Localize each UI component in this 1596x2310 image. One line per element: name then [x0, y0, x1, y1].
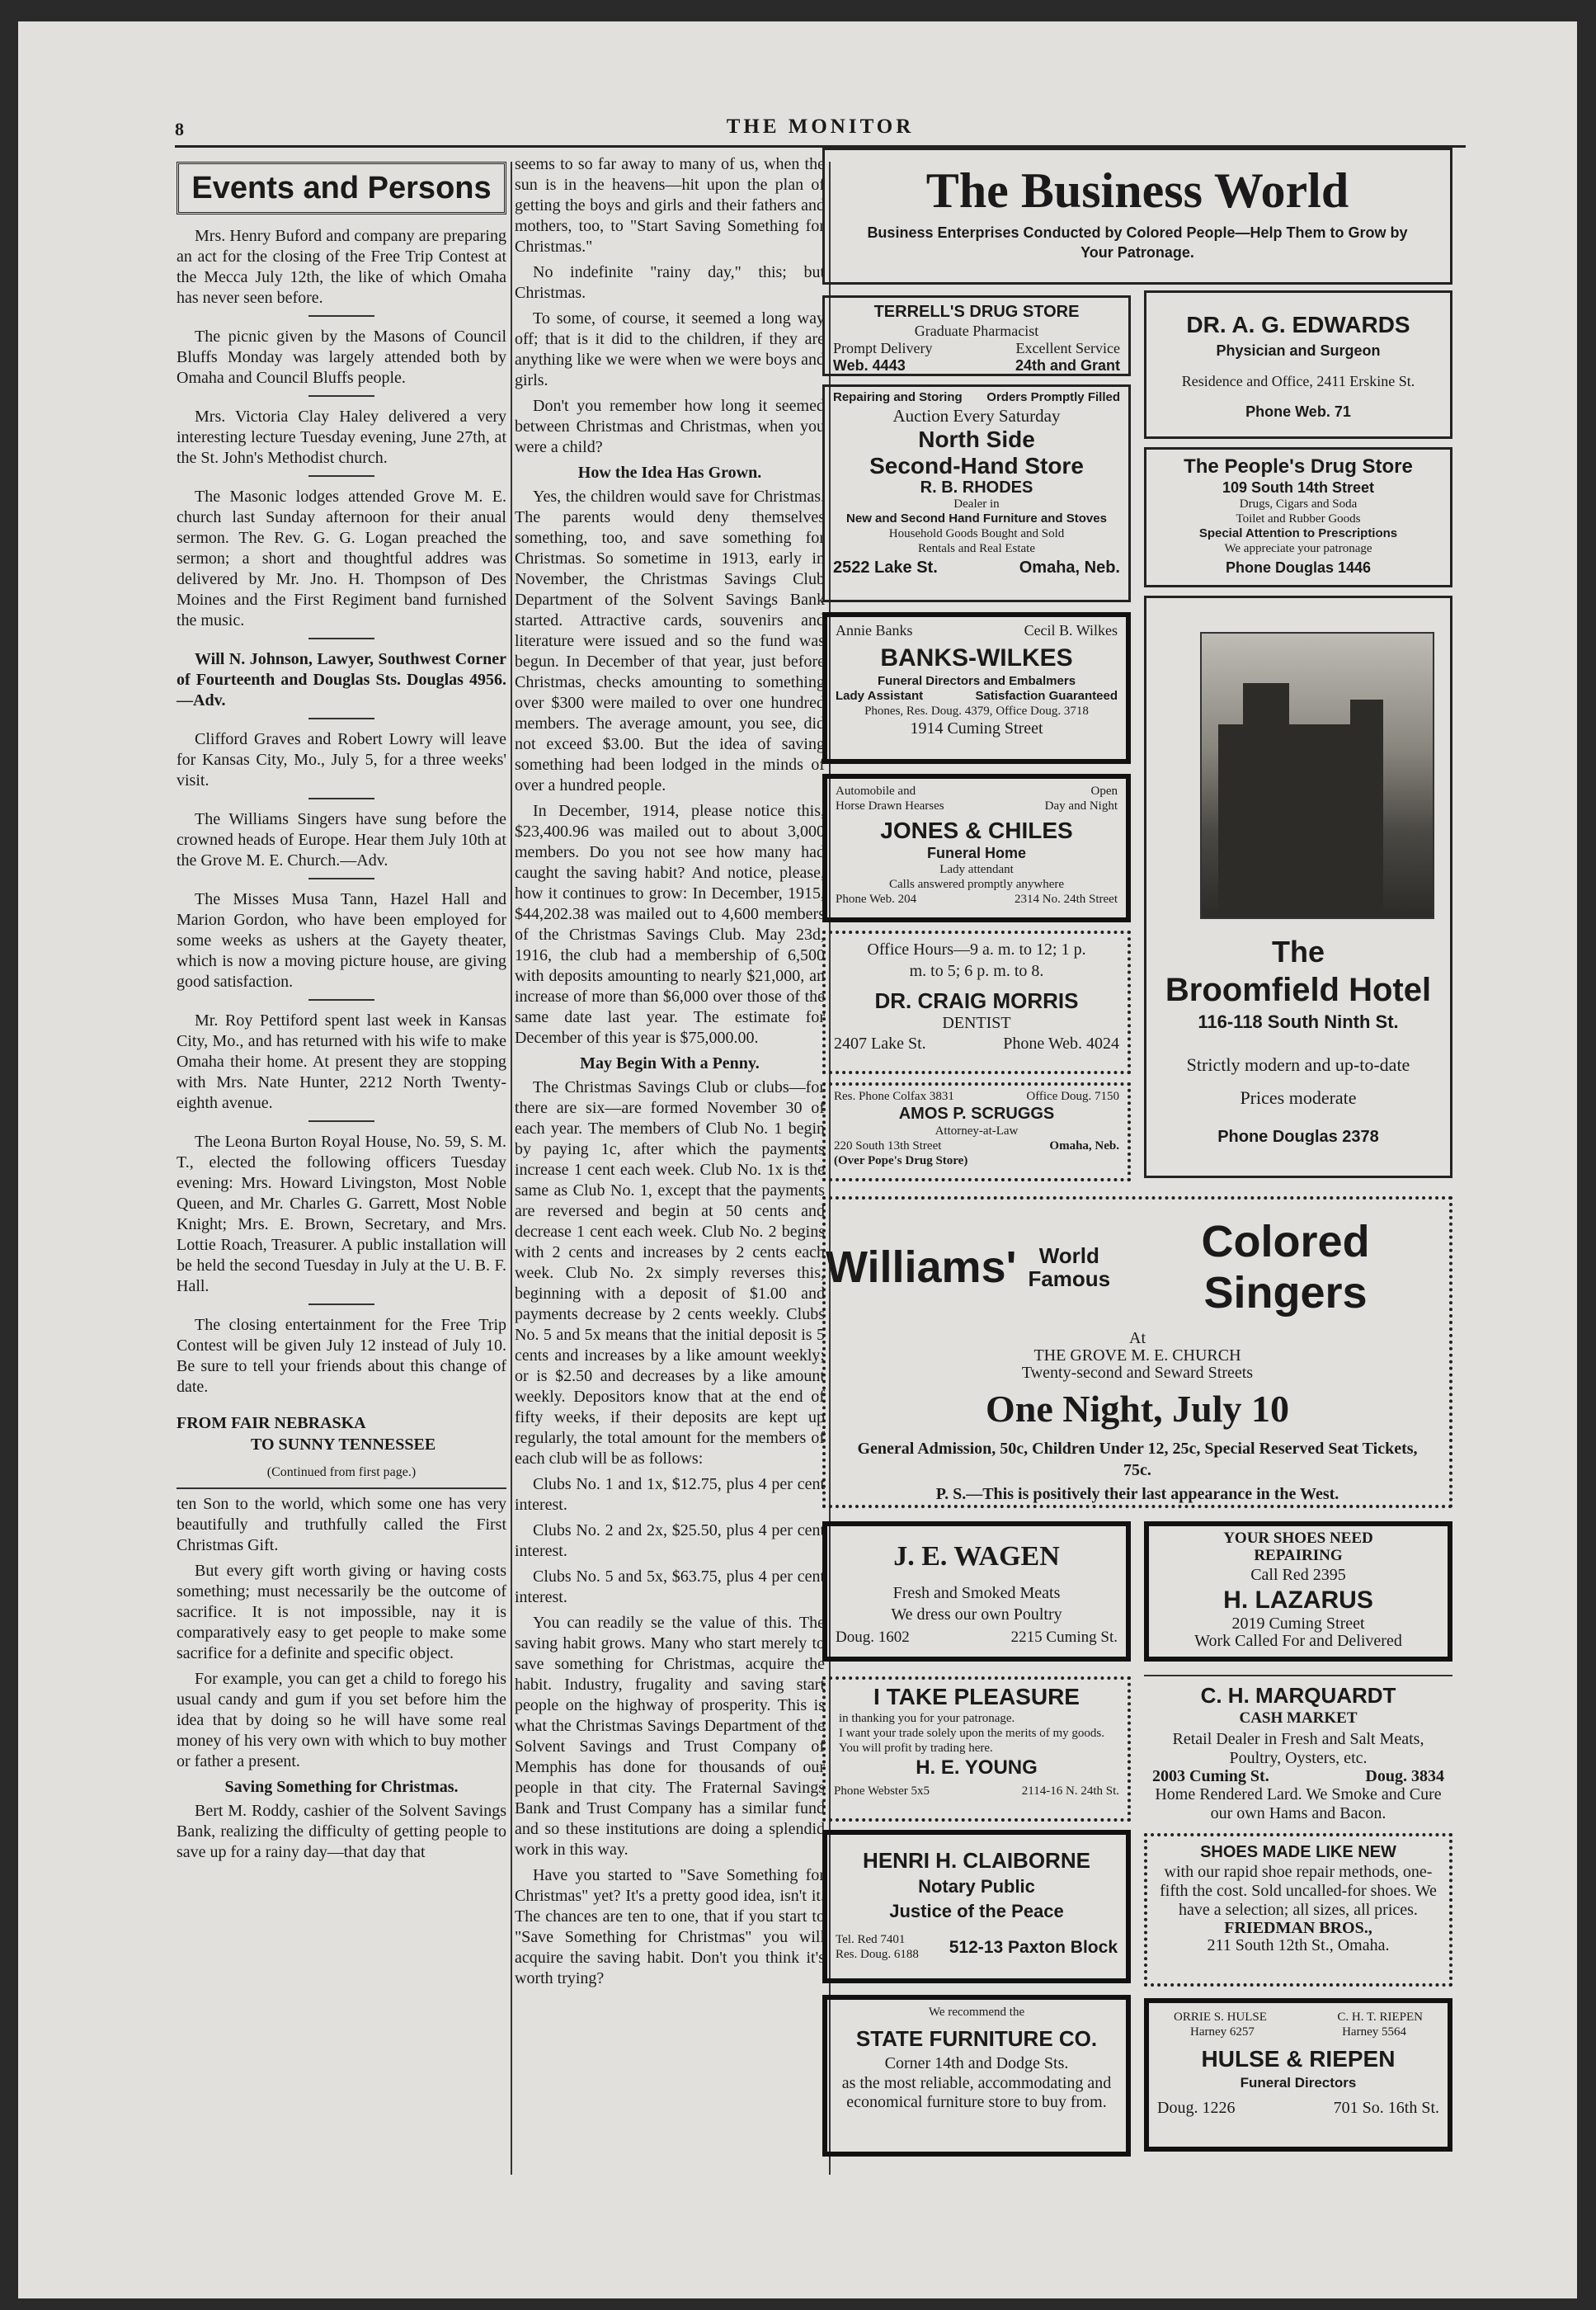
ad-name: Colored Singers	[1201, 1217, 1370, 1318]
ad-owner: H. E. YOUNG	[916, 1756, 1038, 1779]
news-item: Mrs. Victoria Clay Haley delivered a very interesting lecture Tuesday evening, June 27th, at the St. John's Methodist church.	[177, 408, 506, 467]
story-paragraph: Have you started to "Save Something for Christmas" yet? It's a pretty good idea, isn't it. The chances are ten to one, that if you start to "Save Something for Christmas" you will acquire the saving habit. Don't you think it's worth trying?	[515, 1866, 825, 1987]
ad-name: The People's Drug Store	[1184, 455, 1413, 478]
ad-line: Open	[1090, 785, 1118, 798]
jones-chiles-ad	[822, 774, 1131, 922]
ad-address: 1914 Cuming Street	[910, 719, 1043, 738]
ad-line: Work Called For and Delivered	[1194, 1632, 1402, 1650]
ad-name: BANKS-WILKES	[880, 644, 1073, 672]
ad-name: North Side	[918, 427, 1035, 452]
claiborne-ad	[822, 1830, 1131, 1983]
ad-line: General Admission, 50c, Children Under 12, 25c, Special Reserved Seat Tickets, 75c.	[857, 1440, 1418, 1479]
ad-name: C. H. MARQUARDT	[1200, 1683, 1396, 1708]
ad-phone: Phone Web. 71	[1245, 403, 1351, 420]
ad-line: Orders Promptly Filled	[986, 390, 1120, 404]
ad-line: Calls answered promptly anywhere	[888, 878, 1065, 891]
edwards-ad	[1144, 290, 1452, 439]
story-paragraph: The Christmas Savings Club or clubs—for there are six—are formed November 30 of each year. The members of Club No. 1 begin by paying 1c, after which the payments increase 1 cent each week. Club No. 1x is the same as Club No. 1, except that the payments are reversed and begin at 50 cents and decrease 1 cent each week. Club No. 2 begins with 2 cents and increases by 2 cents each week. Club No. 2x simply reverses this, beginning with a deposit of $1.00 and payments decrease by 2 cents weekly. Clubs No. 5 and 5x means that the initial deposit is 5 cents and increases by a like amount weekly; or is $2.50 and decreases by a like amount weekly. Depositors know that at the end of fifty weeks, if their deposits are kept up regularly, the total amount for the members of each club will be as follows:	[515, 1078, 825, 1468]
ad-city: Omaha, Neb.	[1049, 1139, 1119, 1153]
ad-line: Strictly modern and up-to-date	[1186, 1054, 1410, 1075]
ad-address: 2003 Cuming St.	[1152, 1767, 1269, 1785]
story-paragraph: To some, of course, it seemed a long way off; that is it did to the children, if they are anything like we were when we were boys and girls.	[515, 309, 825, 389]
marquardt-ad	[1144, 1675, 1452, 1823]
separator	[308, 798, 374, 799]
ad-line: Annie Banks	[836, 622, 913, 639]
story-paragraph: Clubs No. 1 and 1x, $12.75, plus 4 per cent interest.	[515, 1475, 825, 1514]
news-item: Clifford Graves and Robert Lowry will leave for Kansas City, Mo., July 5, for a three weeks' visit.	[177, 730, 506, 790]
business-world-banner	[822, 148, 1452, 285]
hotel-photo	[1200, 632, 1434, 919]
column-rule	[511, 162, 512, 2175]
ad-line: P. S.—This is positively their last appearance in the West.	[935, 1485, 1339, 1503]
story-paragraph: Bert M. Roddy, cashier of the Solvent Savings Bank, realizing the difficulty of getting people to save up for a rainy day—that day that	[177, 1802, 506, 1861]
ad-line: Special Attention to Prescriptions	[1198, 526, 1398, 540]
separator	[308, 315, 374, 317]
ad-line: Physician and Surgeon	[1216, 342, 1381, 359]
ad-line: Retail Dealer in Fresh and Salt Meats, Poultry, Oysters, etc.	[1172, 1730, 1424, 1767]
ad-line: (Over Pope's Drug Store)	[834, 1154, 968, 1167]
ad-name: STATE FURNITURE CO.	[855, 2026, 1098, 2051]
ad-phone: Web. 4443	[833, 357, 906, 374]
story-paragraph: For example, you can get a child to forego his usual candy and gum if you set before him the idea that by doing so he will have some real money of his very own with which to buy mother or father a present.	[177, 1670, 506, 1770]
lazarus-ad	[1144, 1521, 1452, 1662]
story-paragraph: But every gift worth giving or having costs something; must necessarily be the outcome of sacrifice. It is not impossible, nay it is comparatively easy to get people to make some sacrifice for a definite and specific object.	[177, 1562, 506, 1662]
ad-address: Corner 14th and Dodge Sts.	[884, 2054, 1069, 2072]
news-item: Mrs. Henry Buford and company are preparing an act for the closing of the Free Trip Contest at the Mecca July 12th, the like of which Omaha has never seen before.	[177, 227, 506, 307]
ad-name: Second-Hand Store	[869, 453, 1084, 478]
ad-phone: Doug. 1602	[836, 1629, 910, 1646]
ad-phone: Phones, Res. Doug. 4379, Office Doug. 3718	[864, 705, 1089, 718]
ad-line: Lady attendant	[939, 863, 1014, 876]
separator	[308, 999, 374, 1001]
ad-line: Prompt Delivery	[833, 340, 933, 356]
ad-line: as the most reliable, accommodating and economical furniture store to buy from.	[841, 2074, 1112, 2111]
ad-line: Automobile and	[836, 785, 916, 798]
ad-line: Home Rendered Lard. We Smoke and Cure our own Hams and Bacon.	[1155, 1785, 1442, 1822]
story-paragraph: Don't you remember how long it seemed between Christmas and Christmas, when you were a child?	[515, 397, 825, 456]
ad-line: Household Goods Bought and Sold	[888, 527, 1065, 540]
ad-address: 701 So. 16th St.	[1333, 2099, 1439, 2117]
ad-name: SHOES MADE LIKE NEW	[1200, 1843, 1396, 1861]
ad-name: H. LAZARUS	[1223, 1586, 1373, 1614]
ad-city: Omaha, Neb.	[1019, 559, 1120, 577]
ad-owner: FRIEDMAN BROS.,	[1224, 1919, 1372, 1937]
ad-name: HULSE & RIEPEN	[1201, 2046, 1396, 2072]
north-side-store-ad	[822, 384, 1131, 602]
newspaper-title: THE MONITOR	[726, 116, 915, 138]
ad-line: Office Hours—9 a. m. to 12; 1 p.	[867, 940, 1086, 959]
ad-line: At	[1129, 1329, 1146, 1347]
ad-line: Excellent Service	[1015, 340, 1120, 356]
ad-phone: Phone Web. 204	[836, 893, 917, 906]
ad-line: Auction Every Saturday	[892, 406, 1061, 426]
separator	[308, 1304, 374, 1305]
ad-line: C. H. T. RIEPEN	[1337, 2011, 1423, 2024]
ad-line: You will profit by trading here.	[839, 1742, 993, 1755]
young-ad	[822, 1676, 1131, 1822]
ad-phone: Phone Douglas 2378	[1217, 1128, 1379, 1146]
story-paragraph: Yes, the children would save for Christmas. The parents would deny themselves something, too, and save something for Christmas. So sometime in 1913, early in November, the Christmas Savings Club Department of the Solvent Savings Bank started. Attractive cards, souvenirs and literature were issued and so the fund was begun. In December of that year, just before Christmas, checks amounting to something over $300 were mailed to over one hundred members. The average amount, you see, did not exceed $3.00. But the idea of saving something had been lodged in the minds of over a hundred people.	[515, 488, 825, 794]
ad-line: Justice of the Peace	[889, 1901, 1064, 1921]
ad-address: 211 South 12th St., Omaha.	[1207, 1936, 1390, 1954]
ad-phone: Res. Phone Colfax 3831	[834, 1090, 954, 1103]
news-item: The Masonic lodges attended Grove M. E. church last Sunday afternoon for their anual sermon. The Rev. G. G. Logan preached the sermon; a short and thoughtful addres was delivered by Mr. Jno. H. Thompson of Des Moines and the First Regiment band furnished the music.	[177, 488, 506, 629]
scruggs-ad	[822, 1082, 1131, 1181]
headline-line: FROM FAIR NEBRASKA	[177, 1414, 366, 1432]
ad-address: 109 South 14th Street	[1222, 479, 1375, 496]
ad-line: with our rapid shoe repair methods, one-fifth the cost. Sold uncalled-for shoes. We have a selection; all sizes, all prices.	[1160, 1863, 1437, 1919]
ad-line: CASH MARKET	[1239, 1709, 1358, 1727]
williams-singers-ad	[822, 1196, 1452, 1508]
banner-subtitle: Business Enterprises Conducted by Colored People—Help Them to Grow by Your Patronage.	[867, 224, 1408, 261]
news-item: Mr. Roy Pettiford spent last week in Kansas City, Mo., and has returned with his wife to make Omaha their home. At present they are stopping with Mrs. Nate Hunter, 2212 North Twenty-eighth avenue.	[177, 1011, 506, 1112]
page-number: 8	[175, 119, 184, 139]
ad-line: Satisfaction Guaranteed	[975, 689, 1118, 703]
ad-phone: Harney 6257	[1190, 2025, 1255, 2039]
hotel-tower	[1350, 700, 1383, 914]
ad-line: World	[1038, 1243, 1099, 1268]
column-events	[177, 162, 506, 1868]
ad-line: We dress our own Poultry	[891, 1605, 1062, 1624]
story-subhead: May Begin With a Penny.	[580, 1054, 760, 1072]
ad-address: 24th and Grant	[1015, 357, 1120, 374]
ad-phone: Tel. Red 7401	[836, 1933, 906, 1946]
story-paragraph: No indefinite "rainy day," this; but Christmas.	[515, 263, 825, 302]
news-item: The picnic given by the Masons of Council Bluffs Monday was largely attended both by Omaha and Council Bluffs people.	[177, 328, 506, 387]
ad-address: Residence and Office, 2411 Erskine St.	[1181, 373, 1415, 389]
ad-line: We recommend the	[928, 2006, 1025, 2019]
wagen-ad	[822, 1521, 1131, 1662]
ad-line: Funeral Directors	[1240, 2075, 1357, 2091]
ad-line: Famous	[1028, 1266, 1111, 1291]
events-title-box: Events and Persons	[177, 162, 506, 214]
ad-phone: Res. Doug. 6188	[836, 1948, 919, 1961]
story-headline	[177, 1412, 506, 1455]
broomfield-hotel-text	[1148, 934, 1448, 1173]
headline-line: TO SUNNY TENNESSEE	[251, 1436, 436, 1454]
ad-address: 116-118 South Ninth St.	[1198, 1011, 1399, 1032]
state-furniture-ad	[822, 1995, 1131, 2157]
story-paragraph: You can readily se the value of this. The saving habit grows. Many who start merely to save something for Christmas, acquire the habit. Industry, frugality and saving start people on the highway of prosperity. This is what the Christmas Savings Department of the Solvent Savings and Trust Company of Memphis has done for thousands of our people in that city. The Fraternal Savings Bank and Trust Company has a similar fund and so these institutions are doing a splendid work in this way.	[515, 1614, 825, 1859]
ad-address: 2215 Cuming St.	[1010, 1629, 1118, 1646]
ad-line: Twenty-second and Seward Streets	[1021, 1364, 1254, 1382]
ad-phone: Phone Webster 5x5	[834, 1784, 930, 1798]
ad-name: HENRI H. CLAIBORNE	[863, 1848, 1090, 1873]
story-paragraph: Clubs No. 2 and 2x, $25.50, plus 4 per cent interest.	[515, 1521, 825, 1560]
ad-line: The	[1271, 935, 1325, 969]
ad-phone: Phone Douglas 1446	[1225, 559, 1372, 576]
separator	[308, 475, 374, 477]
ad-address: 2407 Lake St.	[834, 1035, 926, 1053]
ad-line: Prices moderate	[1240, 1087, 1357, 1108]
news-item: The Williams Singers have sung before the crowned heads of Europe. Hear them July 10th at the Grove M. E. Church.—Adv.	[177, 810, 506, 870]
ad-address: 512-13 Paxton Block	[949, 1937, 1118, 1957]
ad-line: YOUR SHOES NEED	[1223, 1530, 1373, 1547]
ad-phone: Office Doug. 7150	[1026, 1090, 1119, 1103]
ad-line: Cecil B. Wilkes	[1024, 622, 1118, 639]
ad-name: Broomfield Hotel	[1165, 972, 1432, 1008]
ad-phone: Call Red 2395	[1250, 1566, 1346, 1584]
ad-line: We appreciate your patronage	[1224, 542, 1372, 555]
column-story	[515, 154, 825, 1994]
separator	[308, 878, 374, 879]
ad-line: REPAIRING	[1254, 1547, 1343, 1564]
story-subhead: How the Idea Has Grown.	[577, 464, 762, 482]
ad-phone: Phone Web. 4024	[1003, 1035, 1119, 1053]
ad-phone: Harney 5564	[1342, 2025, 1406, 2039]
terrell-drug-ad	[822, 295, 1131, 376]
ad-line: Fresh and Smoked Meats	[892, 1584, 1061, 1602]
ad-name: JONES & CHILES	[880, 818, 1073, 843]
ad-address: 2114-16 N. 24th St.	[1021, 1784, 1119, 1798]
ad-name: DR. A. G. EDWARDS	[1186, 312, 1410, 337]
johnson-advert: Will N. Johnson, Lawyer, Southwest Corner of Fourteenth and Douglas Sts. Douglas 4956.—Adv.	[177, 650, 506, 710]
ad-name: TERRELL'S DRUG STORE	[873, 303, 1080, 321]
story-subhead: Saving Something for Christmas.	[224, 1778, 459, 1796]
ad-line: in thanking you for your patronage.	[839, 1712, 1015, 1725]
friedman-ad	[1144, 1833, 1452, 1987]
ad-line: Notary Public	[918, 1876, 1035, 1897]
news-item: The closing entertainment for the Free Trip Contest will be given July 12 instead of July 10. Be sure to tell your friends about this change of date.	[177, 1316, 506, 1396]
ad-line: Lady Assistant	[836, 689, 924, 703]
separator	[308, 638, 374, 639]
ad-line: Day and Night	[1044, 799, 1118, 813]
ad-line: New and Second Hand Furniture and Stoves	[846, 512, 1107, 526]
ad-line: Drugs, Cigars and Soda	[1239, 497, 1358, 511]
ad-line: Horse Drawn Hearses	[836, 799, 944, 813]
ad-line: ORRIE S. HULSE	[1174, 2011, 1267, 2024]
ad-name: I TAKE PLEASURE	[873, 1684, 1080, 1709]
story-paragraph: In December, 1914, please notice this, $23,400.96 was mailed out to about 3,000 members. Do you not see how many had caught the saving habit? And notice, please, how it continues to grow: In December, 1915, $44,202.38 was mailed out to 4,600 members of the Christmas Savings Club. May 23d, 1916, the club had a membership of 6,500 with deposits amounting to nearly $21,000, an increase of more than $6,000 over those of the same date last year. The estimate for December of this year is $75,000.00.	[515, 802, 825, 1047]
ad-name: J. E. WAGEN	[893, 1541, 1060, 1572]
ad-line: Rentals and Real Estate	[917, 542, 1036, 555]
ad-line: DENTIST	[942, 1014, 1011, 1032]
ad-line: Repairing and Storing	[833, 390, 963, 404]
ad-line: I want your trade solely upon the merits of my goods.	[839, 1727, 1105, 1740]
ad-phone: Doug. 1226	[1157, 2099, 1236, 2117]
ad-address: 2019 Cuming Street	[1231, 1615, 1365, 1633]
ad-line: Graduate Pharmacist	[914, 323, 1039, 339]
ad-address: 2314 No. 24th Street	[1015, 893, 1118, 906]
separator	[308, 395, 374, 397]
story-paragraph: Clubs No. 5 and 5x, $63.75, plus 4 per cent interest.	[515, 1568, 825, 1606]
news-item: The Leona Burton Royal House, No. 59, S. M. T., elected the following officers Tuesday evening: Mrs. Howard Livingston, Most Noble Queen, and Mr. Charles G. Garrett, Most Noble Knight; Mrs. E. Brown, Secretary, and Mrs. Lottie Roach, Treasurer. A public installation will be held the second Tuesday in July at the U. B. F. Hall.	[177, 1133, 506, 1295]
craig-morris-ad	[822, 931, 1131, 1074]
hulse-riepen-ad	[1144, 1998, 1452, 2152]
banner-title: The Business World	[925, 163, 1349, 218]
story-paragraph: seems to so far away to many of us, when the sun is in the heavens—hit upon the plan of getting the boys and girls and their fathers and mothers, too, to "Start Saving Something for Christmas."	[515, 155, 825, 256]
ad-line: Attorney-at-Law	[935, 1124, 1019, 1138]
masthead	[175, 116, 1466, 148]
ad-line: Toilet and Rubber Goods	[1236, 512, 1361, 526]
ad-name: DR. CRAIG MORRIS	[874, 988, 1079, 1013]
ad-address: 220 South 13th Street	[834, 1139, 942, 1153]
peoples-drug-ad	[1144, 447, 1452, 587]
ad-name: Williams'	[826, 1242, 1017, 1292]
separator	[308, 718, 374, 719]
ad-address: 2522 Lake St.	[833, 559, 938, 577]
story-paragraph: ten Son to the world, which some one has very beautifully and truthfully called the First Christmas Gift.	[177, 1495, 506, 1554]
ad-line: Funeral Home	[926, 845, 1027, 861]
ad-line: Dealer in	[953, 497, 1000, 511]
news-item: The Misses Musa Tann, Hazel Hall and Marion Gordon, who have been employed for some weeks as ushers at the Gayety theater, which is now a moving picture house, are giving good satisfaction.	[177, 890, 506, 991]
ad-name: AMOS P. SCRUGGS	[898, 1105, 1055, 1123]
continued-note: (Continued from first page.)	[177, 1462, 506, 1489]
ad-owner: R. B. RHODES	[920, 478, 1033, 497]
banks-wilkes-ad	[822, 612, 1131, 764]
ad-line: m. to 5; 6 p. m. to 8.	[909, 962, 1044, 980]
separator	[308, 1120, 374, 1122]
newspaper-page	[18, 21, 1577, 2298]
ad-phone: Doug. 3834	[1365, 1767, 1444, 1785]
ad-line: Funeral Directors and Embalmers	[877, 674, 1076, 688]
ad-date: One Night, July 10	[985, 1388, 1290, 1430]
ad-line: THE GROVE M. E. CHURCH	[1033, 1346, 1241, 1365]
